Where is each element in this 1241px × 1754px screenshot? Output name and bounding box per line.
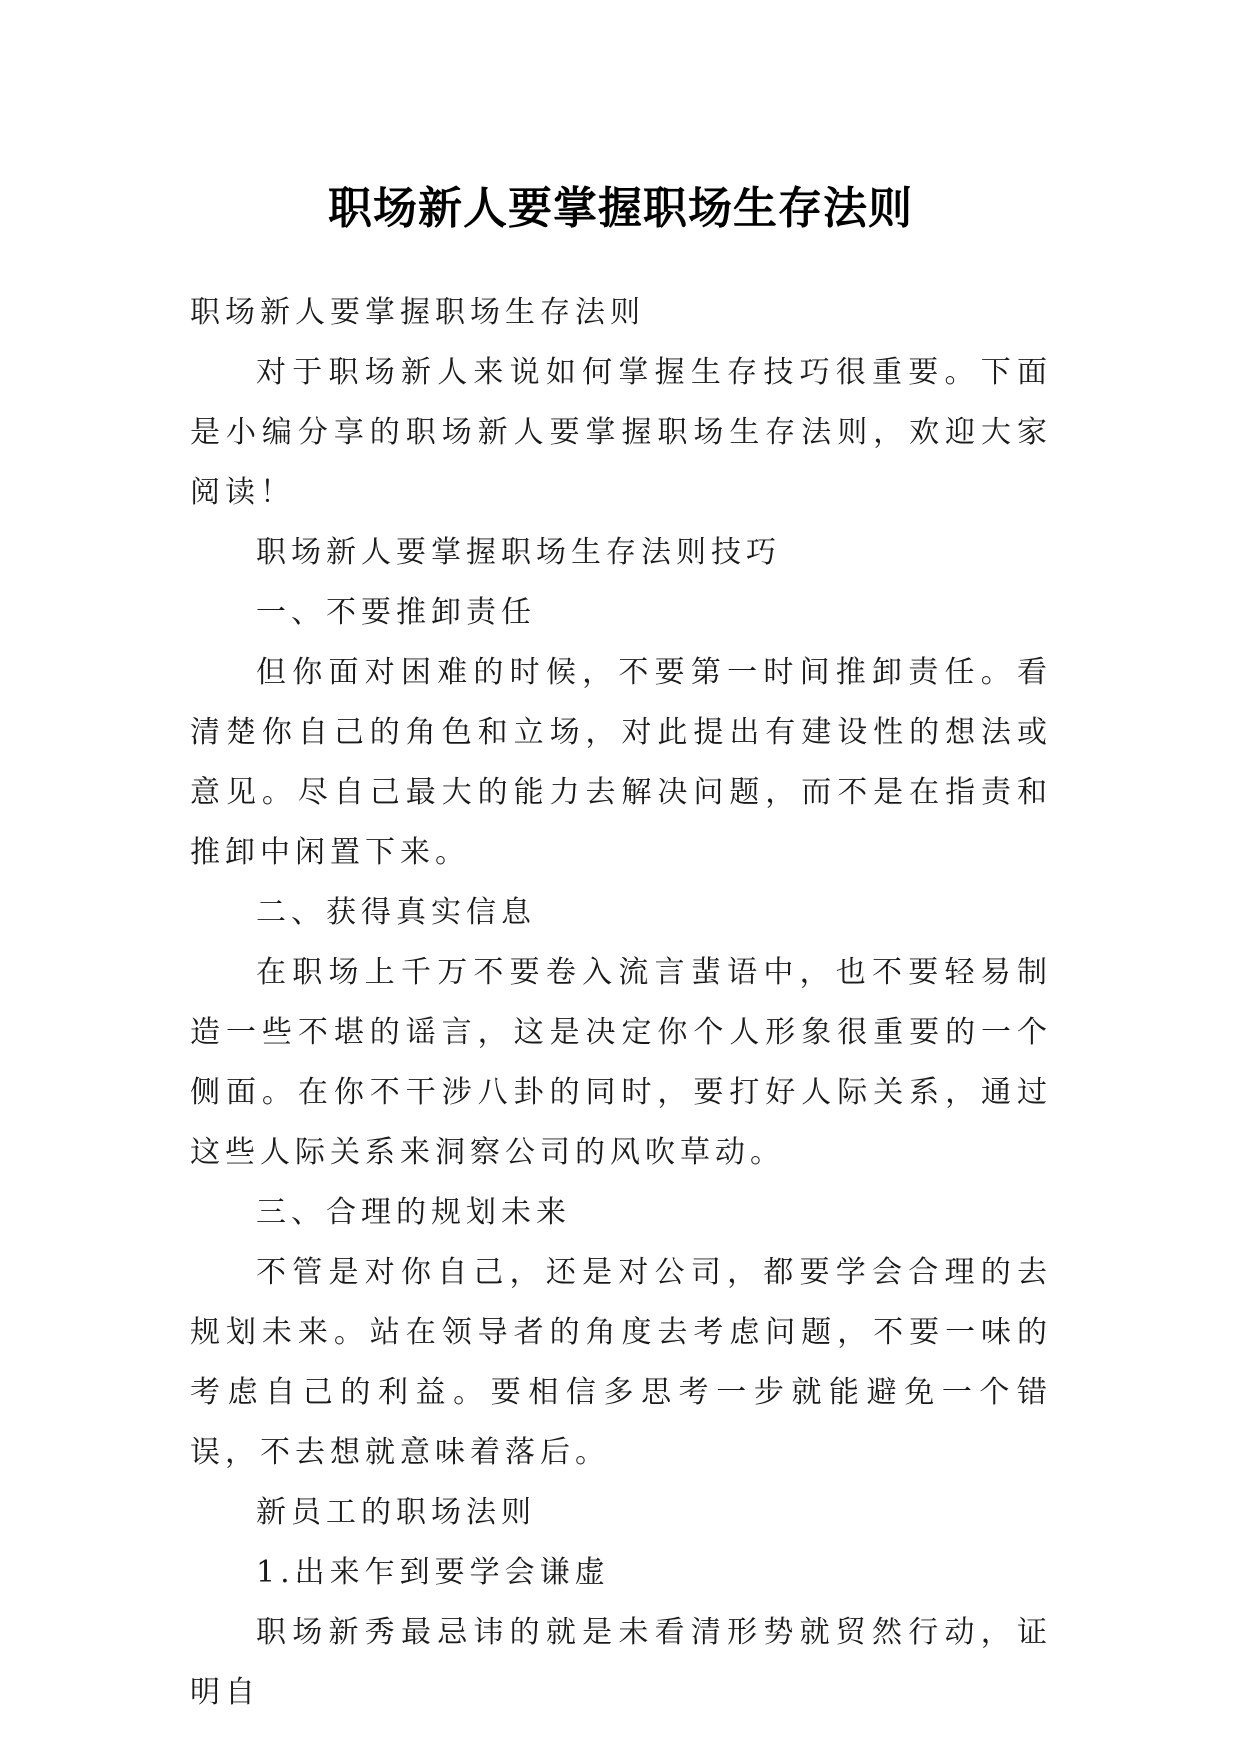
paragraph-intro: 对于职场新人来说如何掌握生存技巧很重要。下面是小编分享的职场新人要掌握职场生存法则，欢迎大家阅读！ [190, 355, 1052, 510]
section-heading-3: 三、合理的规划未来 [256, 1195, 571, 1230]
paragraph-section-3: 不管是对你自己，还是对公司，都要学会合理的去规划未来。站在领导者的角度去考虑问题，不要一味的考虑自己的利益。要相信多思考一步就能避免一个错误，不去想就意味着落后。 [190, 1255, 1052, 1470]
paragraph-section-2: 在职场上千万不要卷入流言蜚语中，也不要轻易制造一些不堪的谣言，这是决定你个人形象很重要的一个侧面。在你不干涉八卦的同时，要打好人际关系，通过这些人际关系来洞察公司的风吹草动。 [190, 955, 1052, 1170]
document-body [190, 283, 1052, 1723]
list-item-1-heading: 1.出来乍到要学会谦虚 [256, 1555, 610, 1590]
paragraph-subtitle: 职场新人要掌握职场生存法则 [190, 295, 645, 330]
paragraph-section-1: 但你面对困难的时候，不要第一时间推卸责任。看清楚你自己的角色和立场，对此提出有建设性的想法或意见。尽自己最大的能力去解决问题，而不是在指责和推卸中闲置下来。 [190, 655, 1052, 870]
document-title: 职场新人要掌握职场生存法则 [328, 183, 913, 235]
paragraph-list-item-1: 职场新秀最忌讳的就是未看清形势就贸然行动，证明自 [190, 1615, 1052, 1710]
section-heading-tips: 职场新人要掌握职场生存法则技巧 [256, 535, 781, 570]
section-heading-new-employee: 新员工的职场法则 [256, 1495, 536, 1530]
section-heading-1: 一、不要推卸责任 [256, 595, 536, 630]
section-heading-2: 二、获得真实信息 [256, 895, 536, 930]
